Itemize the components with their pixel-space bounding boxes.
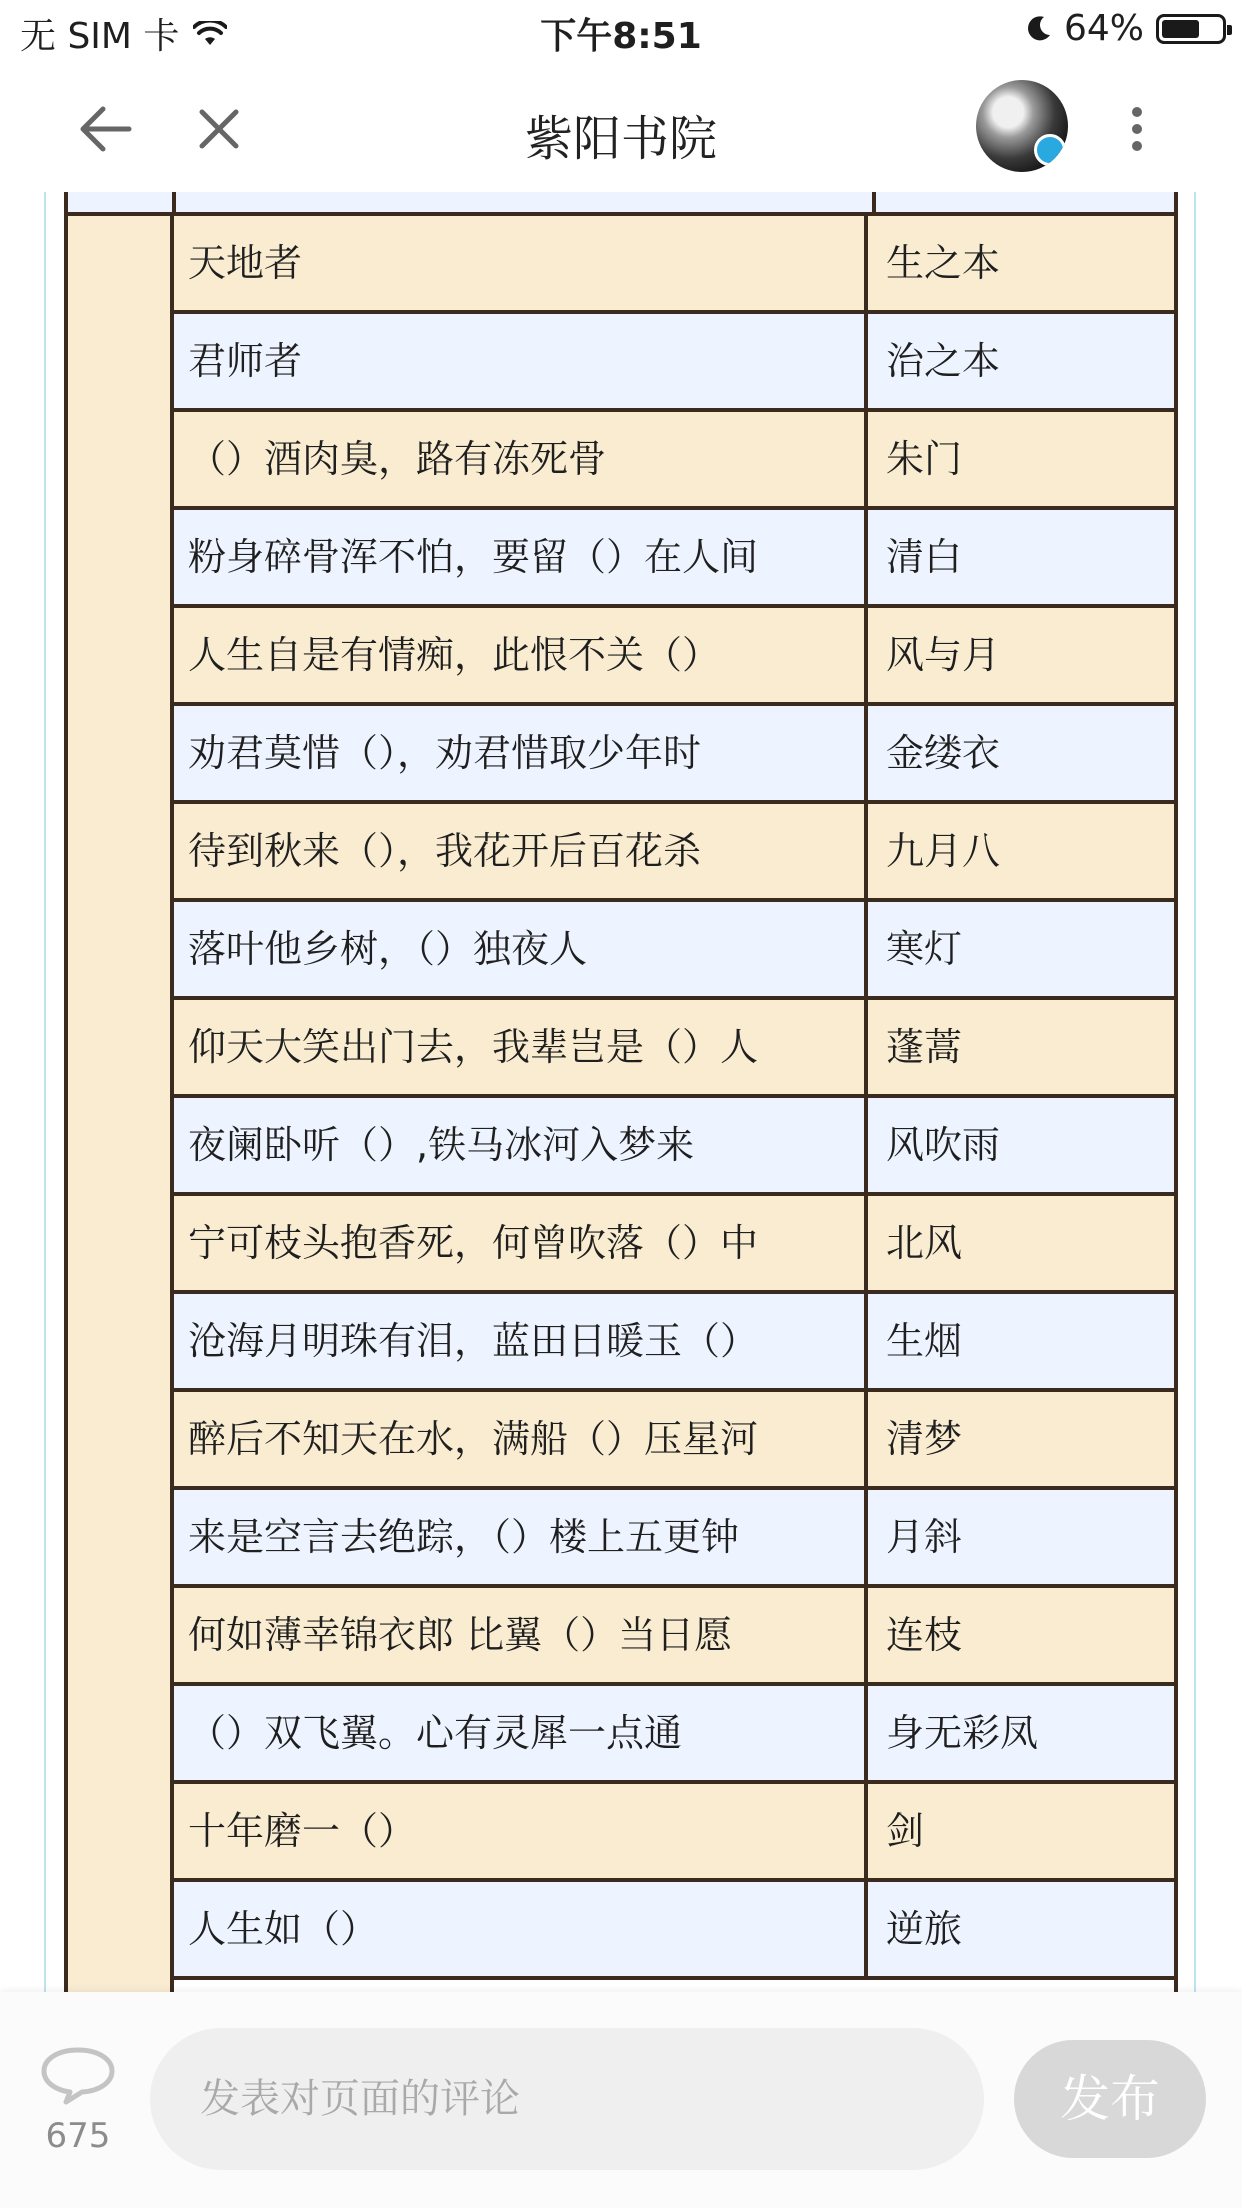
table-row: [174, 902, 1174, 1000]
answer-cell: 朱门: [886, 437, 963, 481]
page-content[interactable]: [0, 192, 1242, 1992]
answer-cell: 生之本: [886, 241, 1001, 285]
table-row: [174, 510, 1174, 608]
status-right: [1026, 8, 1226, 49]
table-row: [174, 1098, 1174, 1196]
question-cell: 仰天大笑出门去，我辈岂是（）人: [174, 1000, 868, 1094]
answer-cell: 身无彩凤: [886, 1711, 1039, 1755]
avatar[interactable]: [976, 80, 1068, 172]
answer-cell: 生烟: [886, 1319, 963, 1363]
carrier-label: 无 SIM 卡: [20, 16, 180, 57]
answer-cell: 蓬蒿: [886, 1025, 963, 1069]
table-row: [174, 1392, 1174, 1490]
question-cell: 何如薄幸锦衣郎 比翼（）当日愿: [174, 1588, 868, 1682]
table-left-column: [68, 216, 174, 1992]
question-cell: 宁可枝头抱香死，何曾吹落（）中: [174, 1196, 868, 1290]
question-cell: 天地者: [174, 216, 868, 310]
table-row: [174, 412, 1174, 510]
question-cell: 劝君莫惜（），劝君惜取少年时: [174, 706, 868, 800]
answer-cell: 九月八: [886, 829, 1001, 873]
question-cell: 沧海月明珠有泪，蓝田日暖玉（）: [174, 1294, 868, 1388]
answer-cell: 清梦: [886, 1417, 963, 1461]
question-cell: 待到秋来（），我花开后百花杀: [174, 804, 868, 898]
answer-cell: 月斜: [886, 1515, 963, 1559]
poem-table: [64, 192, 1178, 1992]
battery-icon: [1156, 14, 1226, 44]
status-time: 下午8:51: [540, 16, 702, 57]
table-row: [174, 1882, 1174, 1980]
table-row: [174, 314, 1174, 412]
table-row: [174, 706, 1174, 804]
question-cell: 落叶他乡树，（）独夜人: [174, 902, 868, 996]
answer-cell: 连枝: [886, 1613, 963, 1657]
comment-bar: [0, 1992, 1242, 2208]
table-row: [174, 608, 1174, 706]
question-cell: （）酒肉臭，路有冻死骨: [174, 412, 868, 506]
table-row: [174, 1588, 1174, 1686]
question-cell: 粉身碎骨浑不怕，要留（）在人间: [174, 510, 868, 604]
question-cell: 来是空言去绝踪，（）楼上五更钟: [174, 1490, 868, 1584]
answer-cell: 风与月: [886, 633, 1001, 677]
answer-cell: 治之本: [886, 339, 1001, 383]
answer-cell: 寒灯: [886, 927, 963, 971]
more-button[interactable]: [1102, 94, 1172, 164]
moon-icon: [1026, 15, 1052, 43]
question-cell: 夜阑卧听（）,铁马冰河入梦来: [174, 1098, 868, 1192]
page-title: 紫阳书院: [524, 111, 717, 167]
answer-cell: 逆旅: [886, 1907, 963, 1951]
comment-count: 675: [45, 2116, 111, 2156]
table-top-row: [68, 192, 1174, 216]
answer-cell: 剑: [886, 1809, 925, 1853]
comment-input[interactable]: 发表对页面的评论: [150, 2028, 984, 2170]
answer-cell: 金缕衣: [886, 731, 1001, 775]
question-cell: 人生如（）: [174, 1882, 868, 1976]
avatar-badge-icon: [1034, 134, 1066, 166]
publish-button[interactable]: 发布: [1014, 2040, 1206, 2158]
question-cell: （）双飞翼。心有灵犀一点通: [174, 1686, 868, 1780]
table-row: [174, 804, 1174, 902]
question-cell: 醉后不知天在水，满船（）压星河: [174, 1392, 868, 1486]
question-cell: 十年磨一（）: [174, 1784, 868, 1878]
table-row: [174, 216, 1174, 314]
table-row: [174, 1686, 1174, 1784]
answer-cell: 北风: [886, 1221, 963, 1265]
table-rows: [174, 216, 1174, 1980]
comment-bubble-icon[interactable]: [40, 2046, 116, 2106]
table-row: [174, 1784, 1174, 1882]
more-vertical-icon: [1130, 106, 1144, 152]
question-cell: 君师者: [174, 314, 868, 408]
table-row: [174, 1294, 1174, 1392]
answer-cell: 风吹雨: [886, 1123, 1001, 1167]
question-cell: 人生自是有情痴，此恨不关（）: [174, 608, 868, 702]
status-bar: [0, 0, 1242, 64]
table-row: [174, 1000, 1174, 1098]
battery-percent: 64%: [1063, 8, 1144, 49]
table-row: [174, 1490, 1174, 1588]
table-row: [174, 1196, 1174, 1294]
answer-cell: 清白: [886, 535, 963, 579]
nav-bar: [0, 64, 1242, 192]
